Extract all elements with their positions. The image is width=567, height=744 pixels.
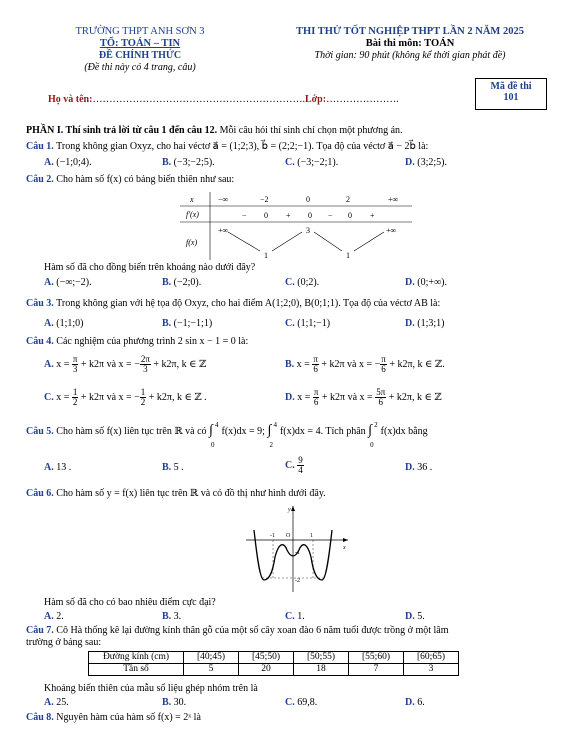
name-label: Họ và tên: — [48, 94, 93, 105]
q7-option-d[interactable]: D. 6. — [405, 697, 425, 708]
var-fp-3: 0 — [308, 211, 312, 220]
q5-option-c[interactable]: C. $\frac{9}{4}$ — [285, 455, 303, 475]
table-row — [89, 652, 459, 664]
frequency-table — [88, 651, 459, 676]
table-cell: 3 — [404, 664, 459, 676]
table-cell: 20 — [239, 664, 294, 676]
q6-option-b[interactable]: B. 3. — [162, 611, 182, 622]
q4-option-c[interactable]: C. x = $\frac{1}{2}$ + k2π và x = − $\frac{1}{2}$ + k2π, k ∈ ℤ . — [44, 387, 207, 407]
table-cell: [60;65) — [404, 652, 459, 664]
table-cell: [40;45) — [184, 652, 239, 664]
var-x-2: 0 — [306, 195, 310, 204]
exam-title: THI THỬ TỐT NGHIỆP THPT LẦN 2 NĂM 2025 — [296, 26, 524, 37]
var-x-0: −∞ — [218, 195, 229, 204]
q2-option-b[interactable]: B. (−2;0). — [162, 277, 202, 288]
q1-option-a[interactable]: A. (−1;0;4). — [44, 157, 92, 168]
q1-option-d[interactable]: D. (3;2;5). — [405, 157, 447, 168]
q5-option-d[interactable]: D. 36 . — [405, 462, 433, 473]
q3-option-b[interactable]: B. (−1;−1;1) — [162, 318, 213, 329]
table-cell: 18 — [294, 664, 349, 676]
table-cell: [45;50) — [239, 652, 294, 664]
q2-stem: Câu 2. Cho hàm số f(x) có bảng biến thiên như sau: — [26, 174, 235, 185]
integral-1: ∫ 4 0 — [209, 421, 219, 449]
q1-stem: Câu 1. Trong không gian Oxyz, cho hai véctơ a⃗ = (1;2;3), b⃗ = (2;2;−1). Tọa độ của véctơ a⃗ − 2b⃗ là: — [26, 141, 429, 152]
graph-y-label: y — [288, 507, 291, 513]
q1-option-b[interactable]: B. (−3;−2;5). — [162, 157, 215, 168]
var-x-1: −2 — [260, 195, 269, 204]
var-f-0: +∞ — [218, 226, 229, 235]
q8-stem: Câu 8. Nguyên hàm của hàm số f(x) = 2ˣ là — [26, 712, 201, 723]
q3-option-a[interactable]: A. (1;1;0) — [44, 318, 84, 329]
student-info-line — [48, 94, 399, 105]
table-cell: [50;55) — [294, 652, 349, 664]
graph-x-plus1: 1 — [310, 533, 313, 539]
q4-stem: Câu 4. Các nghiệm của phương trình 2 sin x − 1 = 0 là: — [26, 336, 249, 347]
variation-table — [180, 190, 412, 262]
graph-y-minus2: -2 — [295, 578, 300, 584]
exam-code-label: Mã đề thi — [490, 81, 532, 92]
name-dots: ………………………………………………………. — [92, 94, 305, 105]
class-dots: …………………. — [326, 94, 399, 105]
group-name: TỔ: TOÁN – TIN — [99, 38, 181, 49]
var-fp-5: 0 — [348, 211, 352, 220]
subject: Bài thi môn: TOÁN — [365, 38, 455, 49]
q7-option-a[interactable]: A. 25. — [44, 697, 69, 708]
var-f-label: f(x) — [186, 238, 198, 247]
q7-option-b[interactable]: B. 30. — [162, 697, 187, 708]
part1-heading: PHẦN I. Thí sinh trả lời từ câu 1 đến câu 12. Mỗi câu hỏi thí sinh chỉ chọn một phương án. — [26, 125, 403, 136]
var-fp-2: + — [286, 211, 291, 220]
q7-ask: Khoảng biến thiên của mẫu số liệu ghép nhóm trên là — [44, 683, 258, 694]
function-graph — [242, 502, 352, 594]
q6-stem: Câu 6. Cho hàm số y = f(x) liên tục trên ℝ và có đồ thị như hình dưới đây. — [26, 488, 326, 499]
var-fp-label: f′(x) — [186, 210, 199, 219]
table-row — [89, 664, 459, 676]
q6-option-d[interactable]: D. 5. — [405, 611, 425, 622]
class-label: Lớp: — [304, 94, 327, 105]
table-cell: 7 — [349, 664, 404, 676]
q3-option-c[interactable]: C. (1;1;−1) — [285, 318, 331, 329]
var-f-4: +∞ — [386, 226, 397, 235]
q4-option-a[interactable]: A. x = $\frac{\pi}{3}$ + k2π và x = − $\frac{2\pi}{3}$ + k2π, k ∈ ℤ — [44, 354, 207, 374]
q2-option-a[interactable]: A. (−∞;−2). — [44, 277, 92, 288]
graph-x-minus1: -1 — [270, 533, 275, 539]
integral-2: ∫ 4 2 — [267, 421, 277, 449]
q7-option-c[interactable]: C. 69,8. — [285, 697, 318, 708]
q7-stem-2: trường ở bảng sau: — [26, 637, 102, 648]
school-name: TRƯỜNG THPT ANH SƠN 3 — [75, 26, 205, 37]
q7-stem: Câu 7. Cô Hà thống kê lại đường kính thân gỗ của một số cây xoan đào 6 năm tuổi được trồng ở một lâm — [26, 625, 449, 636]
graph-x-label: x — [343, 545, 346, 551]
q2-ask: Hàm số đã cho đồng biến trên khoảng nào dưới đây? — [44, 262, 256, 273]
q6-option-c[interactable]: C. 1. — [285, 611, 305, 622]
q6-ask: Hàm số đã cho có bao nhiêu điểm cực đại? — [44, 597, 216, 608]
table-cell: Đường kính (cm) — [89, 652, 184, 664]
q2-option-d[interactable]: D. (0;+∞). — [405, 277, 447, 288]
var-x-label: x — [190, 195, 194, 204]
var-fp-1: 0 — [264, 211, 268, 220]
pages-note: (Đề thi này có 4 trang, câu) — [84, 62, 196, 73]
var-x-4: +∞ — [388, 195, 399, 204]
q5-stem: Câu 5. Cho hàm số f(x) liên tục trên ℝ và có ∫ 4 0 f(x)dx = 9; ∫ 4 2 f(x)dx = 4. Tích phân ∫ 2 0 f(x)dx bằng — [26, 421, 428, 449]
exam-time: Thời gian: 90 phút (không kể thời gian phát đề) — [314, 50, 506, 61]
q3-option-d[interactable]: D. (1;3;1) — [405, 318, 445, 329]
var-fp-0: − — [242, 211, 247, 220]
table-cell: Tần số — [89, 664, 184, 676]
q2-option-c[interactable]: C. (0;2). — [285, 277, 320, 288]
q4-option-b[interactable]: B. x = $\frac{\pi}{6}$ + k2π và x = − $\frac{\pi}{6}$ + k2π, k ∈ ℤ. — [285, 354, 445, 374]
q4-option-d[interactable]: D. x = $\frac{\pi}{6}$ + k2π và x = $\frac{5\pi}{6}$ + k2π, k ∈ ℤ — [285, 387, 442, 407]
q3-stem: Câu 3. Trong không gian với hệ tọa độ Oxyz, cho hai điểm A(1;2;0), B(0;1;1). Tọa độ của véctơ AB là: — [26, 298, 441, 309]
exam-code: 101 — [503, 92, 519, 103]
integral-3: ∫ 2 0 — [368, 421, 378, 449]
var-fp-6: + — [370, 211, 375, 220]
official-label: ĐỀ CHÍNH THỨC — [98, 50, 182, 61]
q1-option-c[interactable]: C. (−3;−2;1). — [285, 157, 339, 168]
var-f-1: 1 — [264, 251, 268, 260]
q5-option-a[interactable]: A. 13 . — [44, 462, 72, 473]
table-cell: [55;60) — [349, 652, 404, 664]
q6-option-a[interactable]: A. 2. — [44, 611, 64, 622]
table-cell: 5 — [184, 664, 239, 676]
graph-y-minus1: -1 — [295, 550, 300, 556]
exam-code-box — [475, 78, 547, 110]
var-fp-4: − — [328, 211, 333, 220]
graph-origin: O — [286, 533, 291, 539]
var-f-3: 1 — [346, 251, 350, 260]
var-x-3: 2 — [346, 195, 350, 204]
var-f-2: 3 — [306, 226, 310, 235]
q5-option-b[interactable]: B. 5 . — [162, 462, 184, 473]
